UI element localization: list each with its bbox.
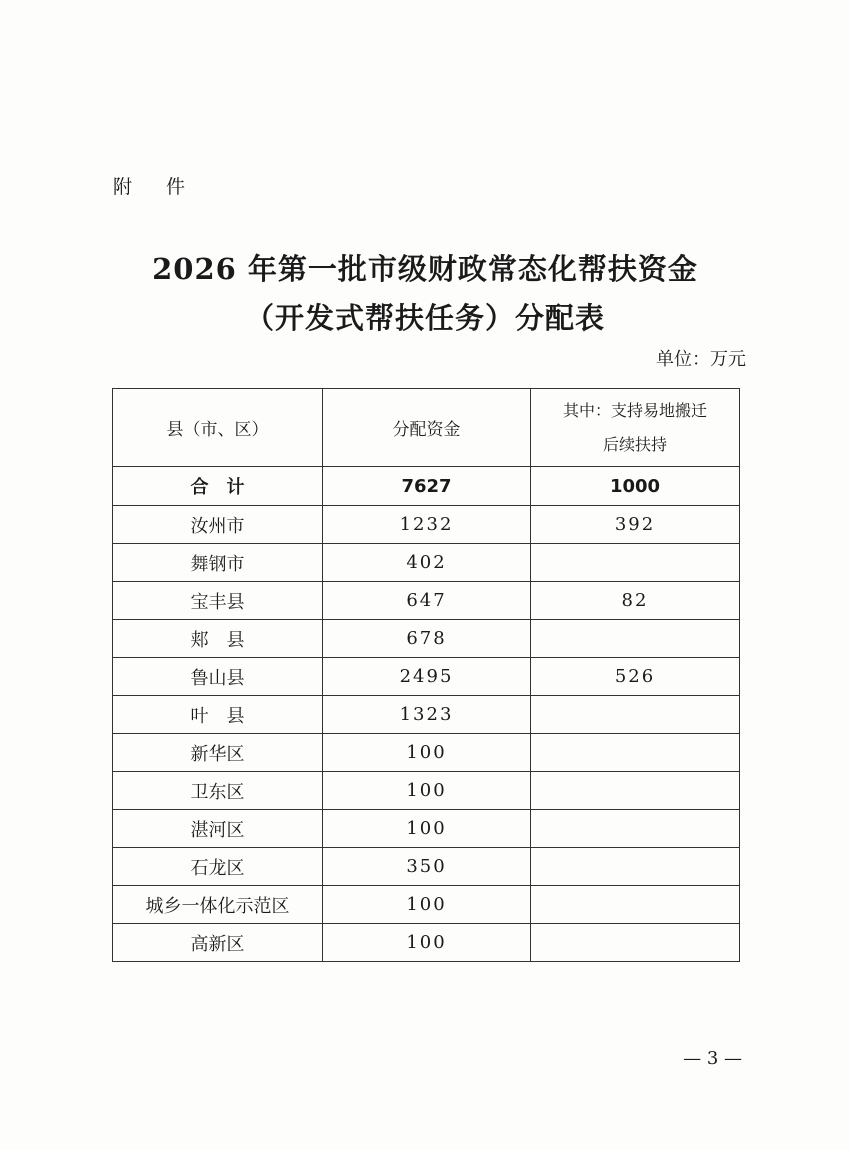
county-cell: 宝丰县	[113, 582, 323, 620]
funds-cell: 350	[323, 848, 531, 886]
county-cell: 石龙区	[113, 848, 323, 886]
table-row	[113, 772, 740, 810]
county-cell: 新华区	[113, 734, 323, 772]
funds-cell: 100	[323, 924, 531, 962]
county-cell: 高新区	[113, 924, 323, 962]
county-cell: 鲁山县	[113, 658, 323, 696]
county-cell: 汝州市	[113, 506, 323, 544]
county-cell: 舞钢市	[113, 544, 323, 582]
funds-cell: 2495	[323, 658, 531, 696]
document-title-line-2: （开发式帮扶任务）分配表	[244, 301, 605, 335]
funds-cell: 1232	[323, 506, 531, 544]
relocation-cell: 392	[531, 506, 740, 544]
table-row	[113, 886, 740, 924]
header-relocation	[531, 389, 740, 467]
funds-cell: 1323	[323, 696, 531, 734]
relocation-cell	[531, 886, 740, 924]
total-relocation: 1000	[531, 467, 740, 506]
header-funds: 分配资金	[323, 389, 531, 467]
relocation-cell: 526	[531, 658, 740, 696]
total-label: 合计	[113, 467, 323, 506]
table-row	[113, 506, 740, 544]
funds-cell: 647	[323, 582, 531, 620]
table-row	[113, 810, 740, 848]
funds-cell: 100	[323, 772, 531, 810]
total-row	[113, 467, 740, 506]
funds-cell: 100	[323, 886, 531, 924]
funds-cell: 100	[323, 810, 531, 848]
allocation-table	[112, 388, 740, 962]
county-cell: 城乡一体化示范区	[113, 886, 323, 924]
page-number: — 3 —	[683, 1048, 742, 1069]
table-row	[113, 848, 740, 886]
header-county: 县（市、区）	[113, 389, 323, 467]
relocation-cell: 82	[531, 582, 740, 620]
table-row	[113, 696, 740, 734]
relocation-cell	[531, 734, 740, 772]
county-cell: 郏 县	[113, 620, 323, 658]
header-relocation-line-1: 其中：支持易地搬迁	[562, 400, 707, 420]
county-cell: 湛河区	[113, 810, 323, 848]
header-relocation-line-2: 后续扶持	[602, 434, 667, 454]
county-cell: 叶 县	[113, 696, 323, 734]
relocation-cell	[531, 924, 740, 962]
table-header-row	[113, 389, 740, 467]
county-cell: 卫东区	[113, 772, 323, 810]
relocation-cell	[531, 620, 740, 658]
relocation-cell	[531, 696, 740, 734]
relocation-cell	[531, 544, 740, 582]
funds-cell: 402	[323, 544, 531, 582]
funds-cell: 678	[323, 620, 531, 658]
total-funds: 7627	[323, 467, 531, 506]
funds-cell: 100	[323, 734, 531, 772]
table-row	[113, 658, 740, 696]
table-row	[113, 620, 740, 658]
table-row	[113, 544, 740, 582]
relocation-cell	[531, 848, 740, 886]
table-row	[113, 582, 740, 620]
table-row	[113, 924, 740, 962]
unit-label: 单位：万元	[656, 349, 746, 370]
relocation-cell	[531, 810, 740, 848]
document-title-line-1: 2026 年第一批市级财政常态化帮扶资金	[152, 252, 698, 286]
attachment-label: 附 件	[113, 176, 200, 198]
relocation-cell	[531, 772, 740, 810]
table-row	[113, 734, 740, 772]
